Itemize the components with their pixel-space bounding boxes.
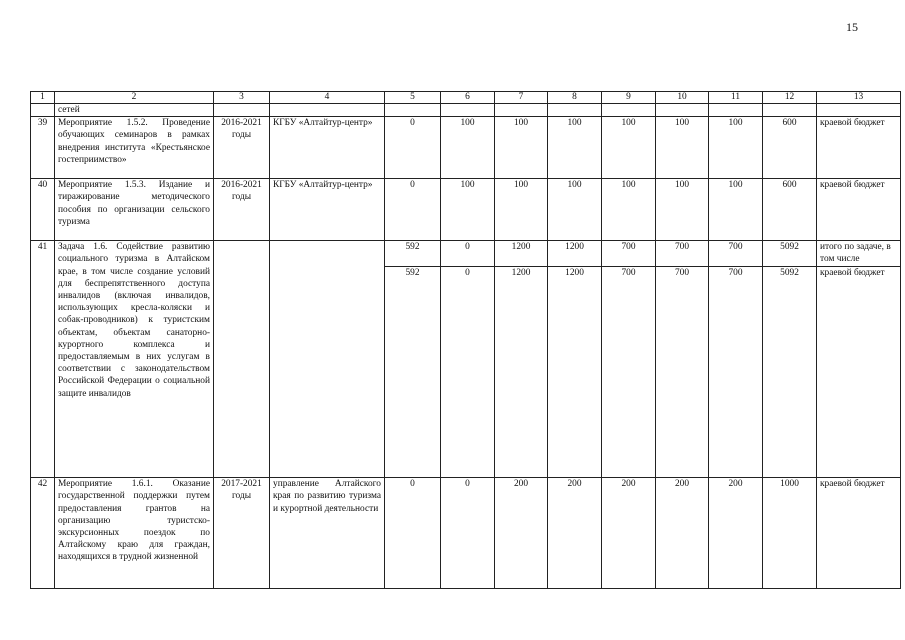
value-cell: 100 (441, 179, 495, 241)
row-years (214, 104, 270, 117)
header-cell: 11 (709, 92, 763, 104)
value-cell: 100 (441, 117, 495, 179)
value-cell (548, 104, 602, 117)
value-cell (441, 104, 495, 117)
value-cell: 700 (709, 241, 763, 267)
row-number: 41 (31, 241, 55, 478)
value-cell: 700 (602, 267, 656, 478)
row-years: 2016-2021 годы (214, 117, 270, 179)
value-cell (495, 104, 548, 117)
value-cell: 5092 (763, 241, 817, 267)
row-source: краевой бюджет (817, 478, 901, 589)
row-executor: КГБУ «Алтайтур-центр» (270, 117, 385, 179)
value-cell: 592 (385, 241, 441, 267)
row-source: итого по задаче, в том числе (817, 241, 901, 267)
value-cell: 200 (548, 478, 602, 589)
value-cell: 0 (441, 478, 495, 589)
value-cell: 100 (495, 179, 548, 241)
row-source (817, 104, 901, 117)
value-cell (602, 104, 656, 117)
row-number: 40 (31, 179, 55, 241)
value-cell: 700 (656, 267, 709, 478)
value-cell: 100 (709, 179, 763, 241)
row-years: 2016-2021 годы (214, 179, 270, 241)
header-cell: 8 (548, 92, 602, 104)
value-cell: 0 (385, 478, 441, 589)
value-cell: 1200 (495, 267, 548, 478)
row-executor: управление Алтайского края по развитию туризма и курортной деятельности (270, 478, 385, 589)
table-row (31, 117, 901, 179)
header-cell: 12 (763, 92, 817, 104)
header-cell: 7 (495, 92, 548, 104)
table-row (31, 478, 901, 589)
row-description: сетей (55, 104, 214, 117)
value-cell: 700 (656, 241, 709, 267)
header-cell: 6 (441, 92, 495, 104)
value-cell: 100 (709, 117, 763, 179)
row-years: 2017-2021 годы (214, 478, 270, 589)
row-description: Задача 1.6. Содействие развитию социального туризма в Алтайском крае, в том числе создание условий для беспрепятственного доступа инвалидов (включая инвалидов, использующих кресла-коляски и собак-проводников) к туристским объектам, объектам санаторно-курортного комплекса и предоставляемым в них услугам в соответствии с законодательством Российской Федерации о социальной защите инвалидов (55, 241, 214, 478)
row-description: Мероприятие 1.5.2. Проведение обучающих семинаров в рамках внедрения института «Крестьянское гостеприимство» (55, 117, 214, 179)
value-cell: 0 (385, 117, 441, 179)
value-cell: 200 (656, 478, 709, 589)
header-cell: 3 (214, 92, 270, 104)
value-cell: 200 (495, 478, 548, 589)
value-cell (709, 104, 763, 117)
value-cell: 100 (602, 179, 656, 241)
value-cell: 200 (602, 478, 656, 589)
table-row (31, 104, 901, 117)
row-executor: КГБУ «Алтайтур-центр» (270, 179, 385, 241)
row-number: 42 (31, 478, 55, 589)
value-cell (763, 104, 817, 117)
value-cell: 700 (709, 267, 763, 478)
value-cell: 0 (441, 267, 495, 478)
row-description: Мероприятие 1.6.1. Оказание государственной поддержки путем предоставления грантов на организацию туристско-экскурсионных поездок по Алтайскому краю для граждан, находящихся в трудной жизненной (55, 478, 214, 589)
value-cell (656, 104, 709, 117)
value-cell: 700 (602, 241, 656, 267)
value-cell: 0 (441, 241, 495, 267)
header-cell: 10 (656, 92, 709, 104)
header-cell: 9 (602, 92, 656, 104)
value-cell: 100 (602, 117, 656, 179)
page-number: 15 (846, 20, 858, 34)
value-cell: 100 (548, 179, 602, 241)
value-cell: 5092 (763, 267, 817, 478)
value-cell: 200 (709, 478, 763, 589)
header-cell: 1 (31, 92, 55, 104)
value-cell: 100 (548, 117, 602, 179)
header-cell: 13 (817, 92, 901, 104)
value-cell: 1000 (763, 478, 817, 589)
header-row (31, 92, 901, 104)
value-cell: 1200 (548, 267, 602, 478)
value-cell: 0 (385, 179, 441, 241)
value-cell: 100 (656, 179, 709, 241)
header-cell: 2 (55, 92, 214, 104)
value-cell: 100 (656, 117, 709, 179)
header-cell: 5 (385, 92, 441, 104)
header-cell: 4 (270, 92, 385, 104)
row-source: краевой бюджет (817, 117, 901, 179)
table-row (31, 179, 901, 241)
row-source: краевой бюджет (817, 267, 901, 478)
row-executor (270, 241, 385, 478)
value-cell: 592 (385, 267, 441, 478)
table-row (31, 241, 901, 267)
row-years (214, 241, 270, 478)
row-number (31, 104, 55, 117)
value-cell (385, 104, 441, 117)
value-cell: 600 (763, 179, 817, 241)
program-table (30, 91, 901, 589)
row-source: краевой бюджет (817, 179, 901, 241)
row-executor (270, 104, 385, 117)
value-cell: 1200 (548, 241, 602, 267)
value-cell: 1200 (495, 241, 548, 267)
row-number: 39 (31, 117, 55, 179)
value-cell: 100 (495, 117, 548, 179)
value-cell: 600 (763, 117, 817, 179)
row-description: Мероприятие 1.5.3. Издание и тиражирование методического пособия по организации сельского туризма (55, 179, 214, 241)
